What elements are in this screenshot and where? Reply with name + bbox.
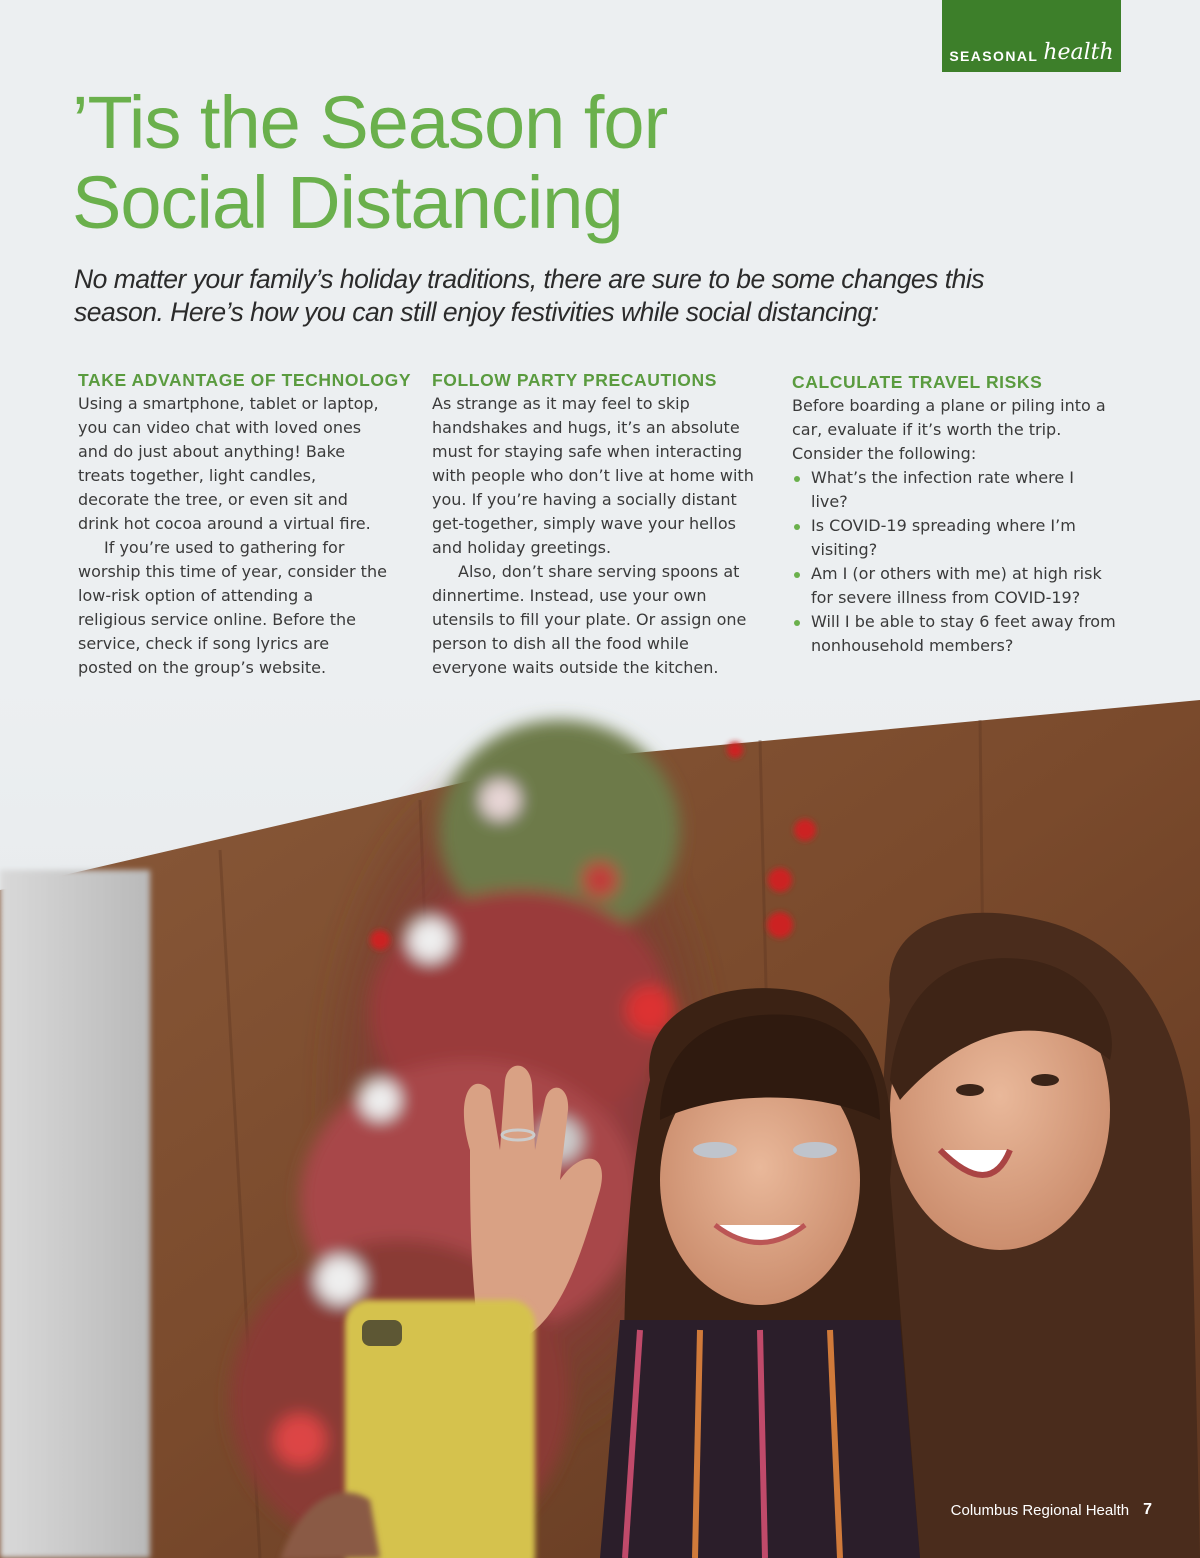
body-line: Before boarding a plane or piling into a [792,396,1106,415]
list-item-line: Will I be able to stay 6 feet away from [811,612,1116,631]
list-item [792,466,1142,514]
body-line: low-risk option of attending a [78,586,314,605]
section-tag-label: SEASONAL [949,48,1039,64]
intro-paragraph [74,263,1034,329]
body-line: decorate the tree, or even sit and [78,490,348,509]
photo-family-video-call [0,680,1200,1558]
list-item-line: live? [811,492,848,511]
list-item-line: visiting? [811,540,878,559]
woman-figure [879,913,1200,1558]
body-line: Also, don’t share serving spoons at [458,562,740,581]
body-line: As strange as it may feel to skip [432,394,690,413]
page-title [72,83,952,243]
body-line: Consider the following: [792,444,977,463]
body-line: person to dish all the food while [432,634,689,653]
page-title-line-2: Social Distancing [72,161,623,244]
page-title-line-1: ’Tis the Season for [72,81,668,164]
body-line: treats together, light candles, [78,466,317,485]
body-line: must for staying safe when interacting [432,442,743,461]
publication-name: Columbus Regional Health [950,1501,1130,1519]
list-item [792,610,1142,658]
body-line: posted on the group’s website. [78,658,327,677]
body-line: car, evaluate if it’s worth the trip. [792,420,1062,439]
body-line: and holiday greetings. [432,538,612,557]
list-item-line: for severe illness from COVID-19? [811,588,1081,607]
page-number: 7 [1143,1501,1152,1518]
column-party [432,369,777,680]
intro-line-1: No matter your family’s holiday traditions, there are sure to be some changes this [74,264,985,294]
body-line: with people who don’t live at home with [432,466,754,485]
column-heading: CALCULATE TRAVEL RISKS [792,372,1043,392]
column-travel [792,371,1142,658]
body-line: get-together, simply wave your hellos [432,514,736,533]
list-item-line: Am I (or others with me) at high risk [811,564,1102,583]
body-line: service, check if song lyrics are [78,634,330,653]
body-line: utensils to fill your plate. Or assign one [432,610,747,629]
body-line: worship this time of year, consider the [78,562,387,581]
list-item-line: What’s the infection rate where I [811,468,1075,487]
body-line: everyone waits outside the kitchen. [432,658,719,677]
page-footer [920,1498,1152,1522]
body-line: handshakes and hugs, it’s an absolute [432,418,740,437]
body-line: If you’re used to gathering for [104,538,345,557]
list-item [792,514,1142,562]
body-line: you. If you’re having a socially distant [432,490,737,509]
intro-line-2: season. Here’s how you can still enjoy festivities while social distancing: [74,297,879,327]
list-item-line: Is COVID-19 spreading where I’m [811,516,1076,535]
section-tag [942,0,1121,72]
list-item-line: nonhousehold members? [811,636,1014,655]
body-line: religious service online. Before the [78,610,356,629]
list-item [792,562,1142,610]
body-line: and do just about anything! Bake [78,442,346,461]
body-line: drink hot cocoa around a virtual fire. [78,514,371,533]
section-tag-script: health [1043,40,1114,65]
column-heading: FOLLOW PARTY PRECAUTIONS [432,370,718,390]
body-line: dinnertime. Instead, use your own [432,586,707,605]
travel-question-list [792,466,1142,658]
body-line: Using a smartphone, tablet or laptop, [78,394,379,413]
column-technology [78,369,412,680]
column-heading: TAKE ADVANTAGE OF TECHNOLOGY [78,370,412,390]
body-line: you can video chat with loved ones [78,418,362,437]
photo-illustration [0,680,1200,1558]
